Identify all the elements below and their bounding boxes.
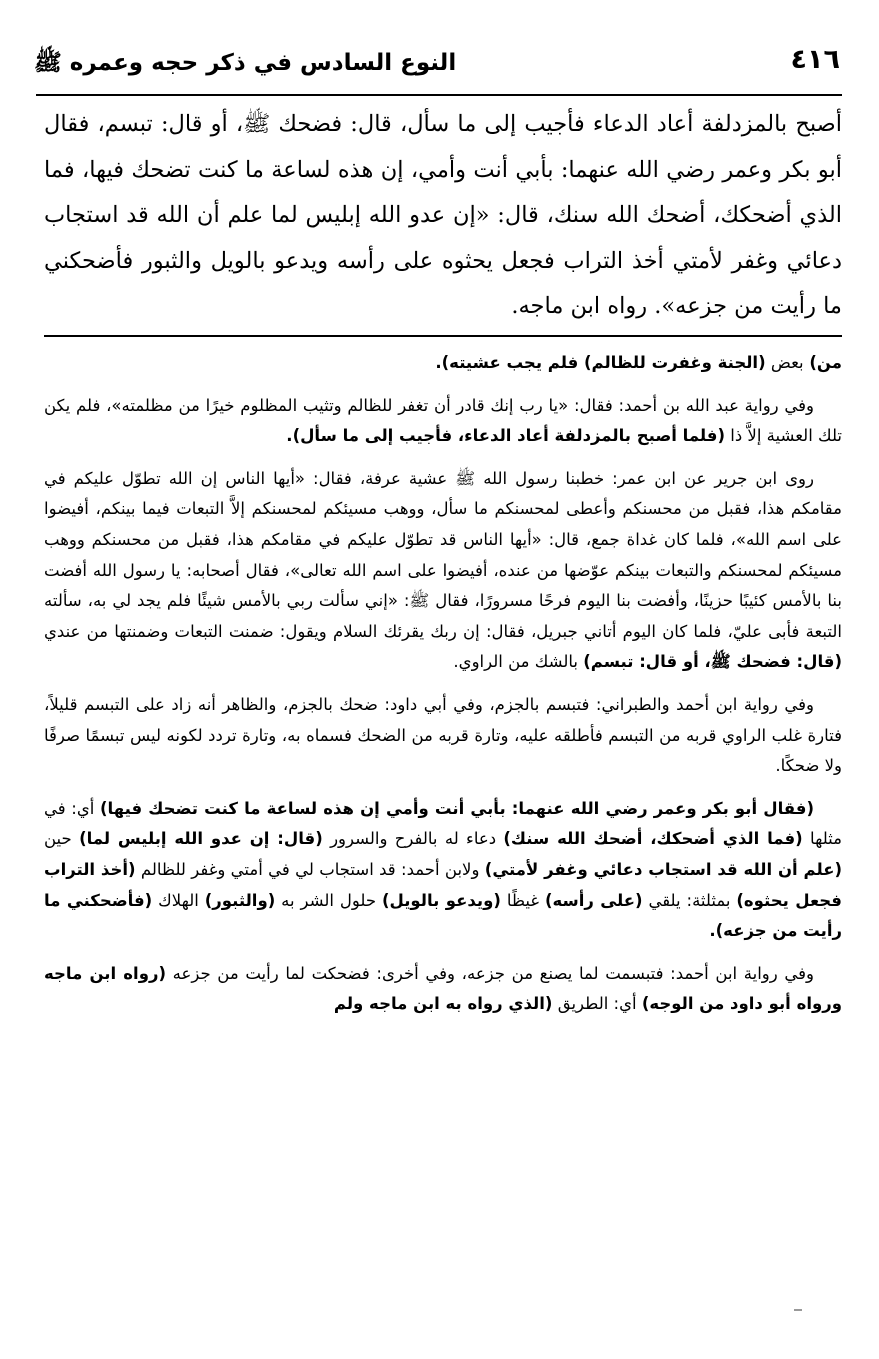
footnote-separator (44, 335, 842, 337)
scan-speck (794, 1309, 802, 1311)
commentary-text: حلول الشر به (275, 890, 382, 910)
header-rule (36, 94, 842, 96)
quoted-hadith-text: (الذي رواه به ابن ماجه ولم (333, 994, 553, 1014)
hadith-text: أصبح بالمزدلفة أعاد الدعاء فأجيب إلى ما سأل، قال: فضحك ﷺ، أو قال: تبسم، فقال أبو بكر وعمر رضي الله عنهما: بأبي أنت وأمي، إن هذه لساعة ما كنت تضحك فيها، فما الذي أضحكك، أضحك الله سنك، قال: «إن عدو الله إبليس لما علم أن الله قد استجاب دعائي وغفر لأمتي أخذ التراب فجعل يحثوه على رأسه ويدعو بالويل والثبور فأضحكني ما رأيت من جزعه». رواه ابن ماجه. (44, 111, 842, 319)
commentary-paragraph (44, 794, 842, 947)
commentary-text: روى ابن جرير عن ابن عمر: خطبنا رسول الله ﷺ عشية عرفة، فقال: «أيها الناس إن الله تطوّل عليكم في مقامكم هذا، فقبل من محسنكم وأعطى لمحسنكم ما سأل، ووهب مسيئكم لمحسنكم إلاَّ التبعات فيما بينكم، أفيضوا على اسم الله»، فلما كان غداة جمع، قال: «أيها الناس قد تطوّل عليكم في مقامكم هذا، فقبل من محسنكم ووهب مسيئكم لمحسنكم والتبعات بينكم عوّضها من عنده، أفيضوا على اسم الله تعالى»، فقال أصحابه: يا رسول الله أفضت بنا بالأمس كئيبًا حزينًا، وأفضت بنا اليوم فرحًا مسرورًا، فقال ﷺ: «إني سألت ربي بالأمس شيئًا فلم يجد لي به، سألته التبعة فأبى عليّ، فلما كان اليوم أتاني جبريل، فقال: إن ربك يقرئك السلام ويقول: ضمنت التبعات وضمنتها من عندي (44, 468, 842, 641)
commentary (44, 348, 842, 1032)
quoted-hadith-text: (والثبور) (204, 890, 276, 910)
commentary-text: وفي رواية ابن أحمد: فتبسمت لما يصنع من جزعه، وفي أخرى: فضحكت لما رأيت من جزعه (166, 963, 814, 983)
commentary-paragraph (44, 959, 842, 1020)
commentary-paragraph (44, 464, 842, 678)
commentary-text: بالشك من الراوي. (453, 652, 584, 672)
commentary-text: بعض (765, 353, 804, 372)
commentary-paragraph (44, 348, 842, 379)
commentary-text: الهلاك (152, 890, 205, 910)
quoted-hadith-text: (فما الذي أضحكك، أضحك الله سنك) (503, 829, 803, 849)
quoted-hadith-text: (قال: فضحك ﷺ، أو قال: تبسم) (583, 652, 842, 672)
running-title: النوع السادس في ذكر حجه وعمره ﷺ (34, 50, 457, 76)
quoted-hadith-text: (فأضحكني ما رأيت من جزعه). (44, 890, 842, 941)
commentary-text: ولابن أحمد: قد استجاب لي في أمتي وغفر للظالم (135, 859, 485, 879)
commentary-text: حين (44, 829, 80, 849)
commentary-text: دعاء له بالفرح والسرور (322, 829, 504, 849)
commentary-text: أي: الطريق (552, 994, 642, 1014)
commentary-text: غيظًا (500, 890, 545, 910)
quoted-hadith-text: (أخذ التراب فجعل يحثوه) (44, 859, 842, 910)
commentary-text: أي: في مثلها (44, 798, 842, 849)
quoted-hadith-text: (فقال أبو بكر وعمر رضي الله عنهما: بأبي أنت وأمي إن هذه لساعة ما كنت تضحك فيها) (99, 798, 814, 818)
quoted-hadith-text: (الجنة وغفرت للظالم) فلم يجب عشيته). (435, 353, 766, 372)
quoted-hadith-text: (رواه ابن ماجه ورواه أبو داود من الوجه) (44, 963, 842, 1014)
commentary-paragraph (44, 391, 842, 452)
page-number: ٤١٦ (790, 44, 840, 75)
quoted-hadith-text: (ويدعو بالويل) (381, 890, 501, 910)
commentary-text: وفي رواية عبد الله بن أحمد: فقال: «يا رب إنك قادر أن تغفر للظالم وتثيب المظلوم خيرًا من مظلمته»، فلم يكن تلك العشية إلاَّ ذا (44, 395, 842, 446)
quoted-hadith-text: من) (803, 353, 842, 372)
commentary-paragraph (44, 690, 842, 782)
commentary-text: بمثلثة: يلقي (642, 890, 737, 910)
quoted-hadith-text: (علم أن الله قد استجاب دعائي وغفر لأمتي) (484, 859, 842, 879)
commentary-text: وفي رواية ابن أحمد والطبراني: فتبسم بالجزم، وفي أبي داود: ضحك بالجزم، والظاهر أنه زاد على التبسم قليلاً، فتارة غلب الراوي قربه من التبسم فأطلقه عليه، وتارة قربه من الضحك فسماه به، وتارة تردد لكونه ليس تبسمًا صرفًا ولا ضحكًا. (44, 694, 842, 776)
quoted-hadith-text: (فلما أصبح بالمزدلفة أعاد الدعاء، فأجيب إلى ما سأل). (286, 426, 726, 446)
page-header (34, 40, 840, 92)
quoted-hadith-text: (على رأسه) (544, 890, 643, 910)
quoted-hadith-text: (قال: إن عدو الله إبليس لما) (79, 829, 323, 849)
